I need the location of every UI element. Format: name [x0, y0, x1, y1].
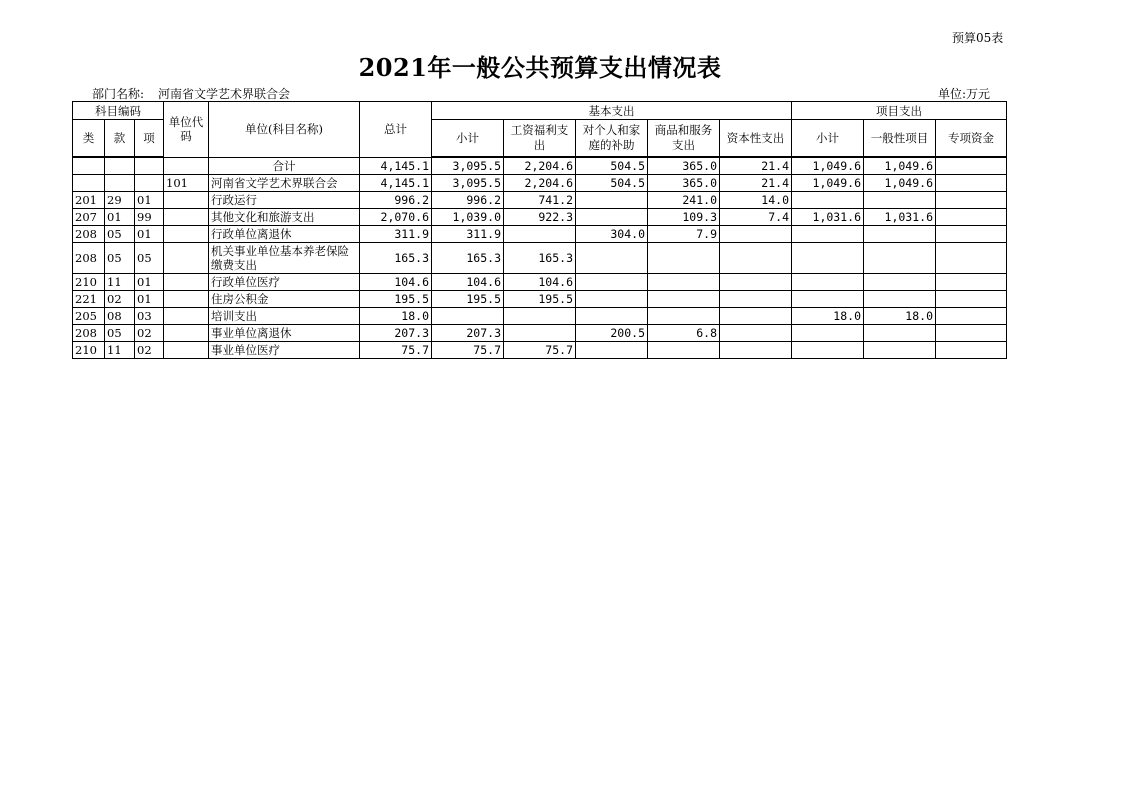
cell-lei: 210: [73, 274, 105, 291]
cell-basic-family: [576, 308, 648, 325]
cell-total: 4,145.1: [360, 157, 432, 175]
cell-basic-wage: 2,204.6: [504, 175, 576, 192]
cell-code: [164, 291, 209, 308]
cell-code: [164, 308, 209, 325]
cell-lei: 210: [73, 342, 105, 359]
cell-project-general: [864, 274, 936, 291]
cell-xiang: 02: [135, 342, 164, 359]
cell-code: 101: [164, 175, 209, 192]
cell-total: 104.6: [360, 274, 432, 291]
table-row: [73, 308, 1007, 325]
cell-code: [164, 157, 209, 175]
cell-xiang: 01: [135, 192, 164, 209]
cell-project-general: [864, 226, 936, 243]
cell-name: 行政单位医疗: [209, 274, 360, 291]
cell-basic-family: [576, 243, 648, 274]
cell-kuan: 05: [105, 325, 135, 342]
cell-basic-capital: [720, 226, 792, 243]
cell-basic-capital: 21.4: [720, 157, 792, 175]
cell-code: [164, 342, 209, 359]
cell-basic-capital: [720, 325, 792, 342]
cell-total: 311.9: [360, 226, 432, 243]
cell-project-special: [936, 175, 1007, 192]
header-project-subtotal: 小计: [792, 120, 864, 158]
cell-project-subtotal: 18.0: [792, 308, 864, 325]
cell-project-general: [864, 291, 936, 308]
cell-kuan: 11: [105, 342, 135, 359]
cell-project-subtotal: [792, 226, 864, 243]
cell-code: [164, 274, 209, 291]
header-total: 总计: [360, 102, 432, 158]
header-basic-goods: 商品和服务支出: [648, 120, 720, 158]
cell-project-special: [936, 325, 1007, 342]
header-project: 项目支出: [792, 102, 1007, 120]
cell-project-subtotal: 1,049.6: [792, 175, 864, 192]
cell-project-subtotal: [792, 325, 864, 342]
cell-xiang: [135, 175, 164, 192]
cell-total: 207.3: [360, 325, 432, 342]
header-basic: 基本支出: [432, 102, 792, 120]
cell-kuan: 01: [105, 209, 135, 226]
page-title: 2021年一般公共预算支出情况表: [358, 53, 722, 82]
cell-basic-goods: [648, 243, 720, 274]
cell-basic-goods: [648, 342, 720, 359]
cell-total: 996.2: [360, 192, 432, 209]
cell-basic-subtotal: 3,095.5: [432, 157, 504, 175]
header-basic-wage: 工资福利支出: [504, 120, 576, 158]
cell-basic-subtotal: 207.3: [432, 325, 504, 342]
cell-basic-family: [576, 342, 648, 359]
cell-project-general: 1,049.6: [864, 175, 936, 192]
table-row: [73, 175, 1007, 192]
cell-name: 事业单位医疗: [209, 342, 360, 359]
cell-basic-wage: [504, 308, 576, 325]
header-subject-code: 科目编码: [73, 102, 164, 120]
header-xiang: 项: [135, 120, 164, 158]
cell-project-subtotal: 1,049.6: [792, 157, 864, 175]
cell-basic-goods: 241.0: [648, 192, 720, 209]
table-row: [73, 274, 1007, 291]
cell-basic-goods: 109.3: [648, 209, 720, 226]
cell-lei: 205: [73, 308, 105, 325]
cell-basic-wage: 922.3: [504, 209, 576, 226]
cell-project-subtotal: [792, 342, 864, 359]
cell-lei: 208: [73, 325, 105, 342]
cell-basic-goods: [648, 291, 720, 308]
cell-basic-wage: 741.2: [504, 192, 576, 209]
cell-project-special: [936, 209, 1007, 226]
cell-name: 培训支出: [209, 308, 360, 325]
table-row: [73, 192, 1007, 209]
cell-basic-subtotal: 75.7: [432, 342, 504, 359]
header-lei: 类: [73, 120, 105, 158]
header-basic-capital: 资本性支出: [720, 120, 792, 158]
cell-xiang: 01: [135, 291, 164, 308]
cell-basic-wage: [504, 325, 576, 342]
cell-project-special: [936, 243, 1007, 274]
cell-basic-subtotal: 195.5: [432, 291, 504, 308]
cell-basic-subtotal: 1,039.0: [432, 209, 504, 226]
cell-basic-family: [576, 274, 648, 291]
header-kuan: 款: [105, 120, 135, 158]
cell-basic-subtotal: 165.3: [432, 243, 504, 274]
cell-total: 4,145.1: [360, 175, 432, 192]
cell-xiang: 02: [135, 325, 164, 342]
cell-project-special: [936, 157, 1007, 175]
cell-kuan: 02: [105, 291, 135, 308]
cell-basic-goods: 7.9: [648, 226, 720, 243]
budget-table: [72, 101, 1007, 359]
cell-name: 机关事业单位基本养老保险缴费支出: [209, 243, 360, 274]
cell-basic-subtotal: [432, 308, 504, 325]
cell-lei: 201: [73, 192, 105, 209]
cell-basic-goods: 365.0: [648, 175, 720, 192]
cell-basic-goods: [648, 274, 720, 291]
cell-name: 其他文化和旅游支出: [209, 209, 360, 226]
cell-basic-family: 304.0: [576, 226, 648, 243]
cell-basic-wage: 195.5: [504, 291, 576, 308]
cell-basic-capital: 14.0: [720, 192, 792, 209]
cell-kuan: 08: [105, 308, 135, 325]
table-row: [73, 226, 1007, 243]
cell-project-subtotal: [792, 243, 864, 274]
header-project-general: 一般性项目: [864, 120, 936, 158]
cell-project-special: [936, 274, 1007, 291]
cell-lei: [73, 157, 105, 175]
cell-basic-capital: 7.4: [720, 209, 792, 226]
cell-basic-capital: [720, 274, 792, 291]
cell-kuan: 05: [105, 243, 135, 274]
cell-project-special: [936, 308, 1007, 325]
cell-xiang: [135, 157, 164, 175]
table-row: [73, 209, 1007, 226]
cell-basic-family: [576, 209, 648, 226]
cell-name: 合计: [209, 157, 360, 175]
cell-name: 事业单位离退休: [209, 325, 360, 342]
cell-xiang: 01: [135, 274, 164, 291]
cell-basic-goods: [648, 308, 720, 325]
department-label: 部门名称:: [92, 87, 145, 101]
cell-project-general: [864, 325, 936, 342]
cell-kuan: [105, 175, 135, 192]
cell-basic-family: [576, 291, 648, 308]
cell-basic-goods: 365.0: [648, 157, 720, 175]
department-name: 河南省文学艺术界联合会: [158, 87, 291, 101]
cell-basic-wage: [504, 226, 576, 243]
table-row: [73, 157, 1007, 175]
cell-xiang: 99: [135, 209, 164, 226]
cell-kuan: 05: [105, 226, 135, 243]
cell-code: [164, 226, 209, 243]
cell-project-subtotal: [792, 192, 864, 209]
cell-basic-family: [576, 192, 648, 209]
cell-code: [164, 243, 209, 274]
unit-label: 单位:万元: [938, 87, 991, 101]
cell-name: 住房公积金: [209, 291, 360, 308]
cell-project-special: [936, 342, 1007, 359]
cell-total: 75.7: [360, 342, 432, 359]
header-unit-code: 单位代码: [164, 102, 209, 158]
table-row: [73, 291, 1007, 308]
cell-basic-subtotal: 311.9: [432, 226, 504, 243]
cell-basic-capital: [720, 243, 792, 274]
cell-project-special: [936, 226, 1007, 243]
cell-project-subtotal: [792, 274, 864, 291]
cell-total: 18.0: [360, 308, 432, 325]
form-number: 预算05表: [952, 31, 1004, 45]
cell-basic-subtotal: 996.2: [432, 192, 504, 209]
cell-project-general: 18.0: [864, 308, 936, 325]
cell-name: 行政单位离退休: [209, 226, 360, 243]
cell-code: [164, 192, 209, 209]
department-line: [92, 85, 304, 102]
cell-basic-wage: 75.7: [504, 342, 576, 359]
cell-basic-capital: 21.4: [720, 175, 792, 192]
cell-project-special: [936, 192, 1007, 209]
cell-project-general: [864, 192, 936, 209]
cell-name: 河南省文学艺术界联合会: [209, 175, 360, 192]
header-project-special: 专项资金: [936, 120, 1007, 158]
cell-kuan: 29: [105, 192, 135, 209]
cell-name: 行政运行: [209, 192, 360, 209]
cell-basic-capital: [720, 291, 792, 308]
cell-xiang: 05: [135, 243, 164, 274]
cell-basic-family: 504.5: [576, 157, 648, 175]
header-unit-name: 单位(科目名称): [209, 102, 360, 158]
cell-lei: 207: [73, 209, 105, 226]
cell-kuan: [105, 157, 135, 175]
table-row: [73, 243, 1007, 274]
cell-lei: 208: [73, 226, 105, 243]
cell-code: [164, 325, 209, 342]
table-row: [73, 342, 1007, 359]
cell-basic-wage: 104.6: [504, 274, 576, 291]
table-row: [73, 325, 1007, 342]
cell-project-general: 1,031.6: [864, 209, 936, 226]
cell-project-general: [864, 243, 936, 274]
cell-xiang: 01: [135, 226, 164, 243]
cell-project-general: [864, 342, 936, 359]
cell-kuan: 11: [105, 274, 135, 291]
cell-basic-wage: 165.3: [504, 243, 576, 274]
header-basic-family: 对个人和家庭的补助: [576, 120, 648, 158]
cell-basic-capital: [720, 308, 792, 325]
cell-total: 195.5: [360, 291, 432, 308]
cell-lei: 221: [73, 291, 105, 308]
cell-basic-subtotal: 104.6: [432, 274, 504, 291]
header-basic-subtotal: 小计: [432, 120, 504, 158]
cell-total: 165.3: [360, 243, 432, 274]
cell-project-subtotal: [792, 291, 864, 308]
cell-basic-goods: 6.8: [648, 325, 720, 342]
cell-basic-subtotal: 3,095.5: [432, 175, 504, 192]
cell-basic-capital: [720, 342, 792, 359]
cell-project-general: 1,049.6: [864, 157, 936, 175]
cell-lei: [73, 175, 105, 192]
cell-basic-wage: 2,204.6: [504, 157, 576, 175]
cell-project-subtotal: 1,031.6: [792, 209, 864, 226]
cell-lei: 208: [73, 243, 105, 274]
cell-total: 2,070.6: [360, 209, 432, 226]
cell-code: [164, 209, 209, 226]
cell-project-special: [936, 291, 1007, 308]
cell-basic-family: 504.5: [576, 175, 648, 192]
cell-xiang: 03: [135, 308, 164, 325]
cell-basic-family: 200.5: [576, 325, 648, 342]
